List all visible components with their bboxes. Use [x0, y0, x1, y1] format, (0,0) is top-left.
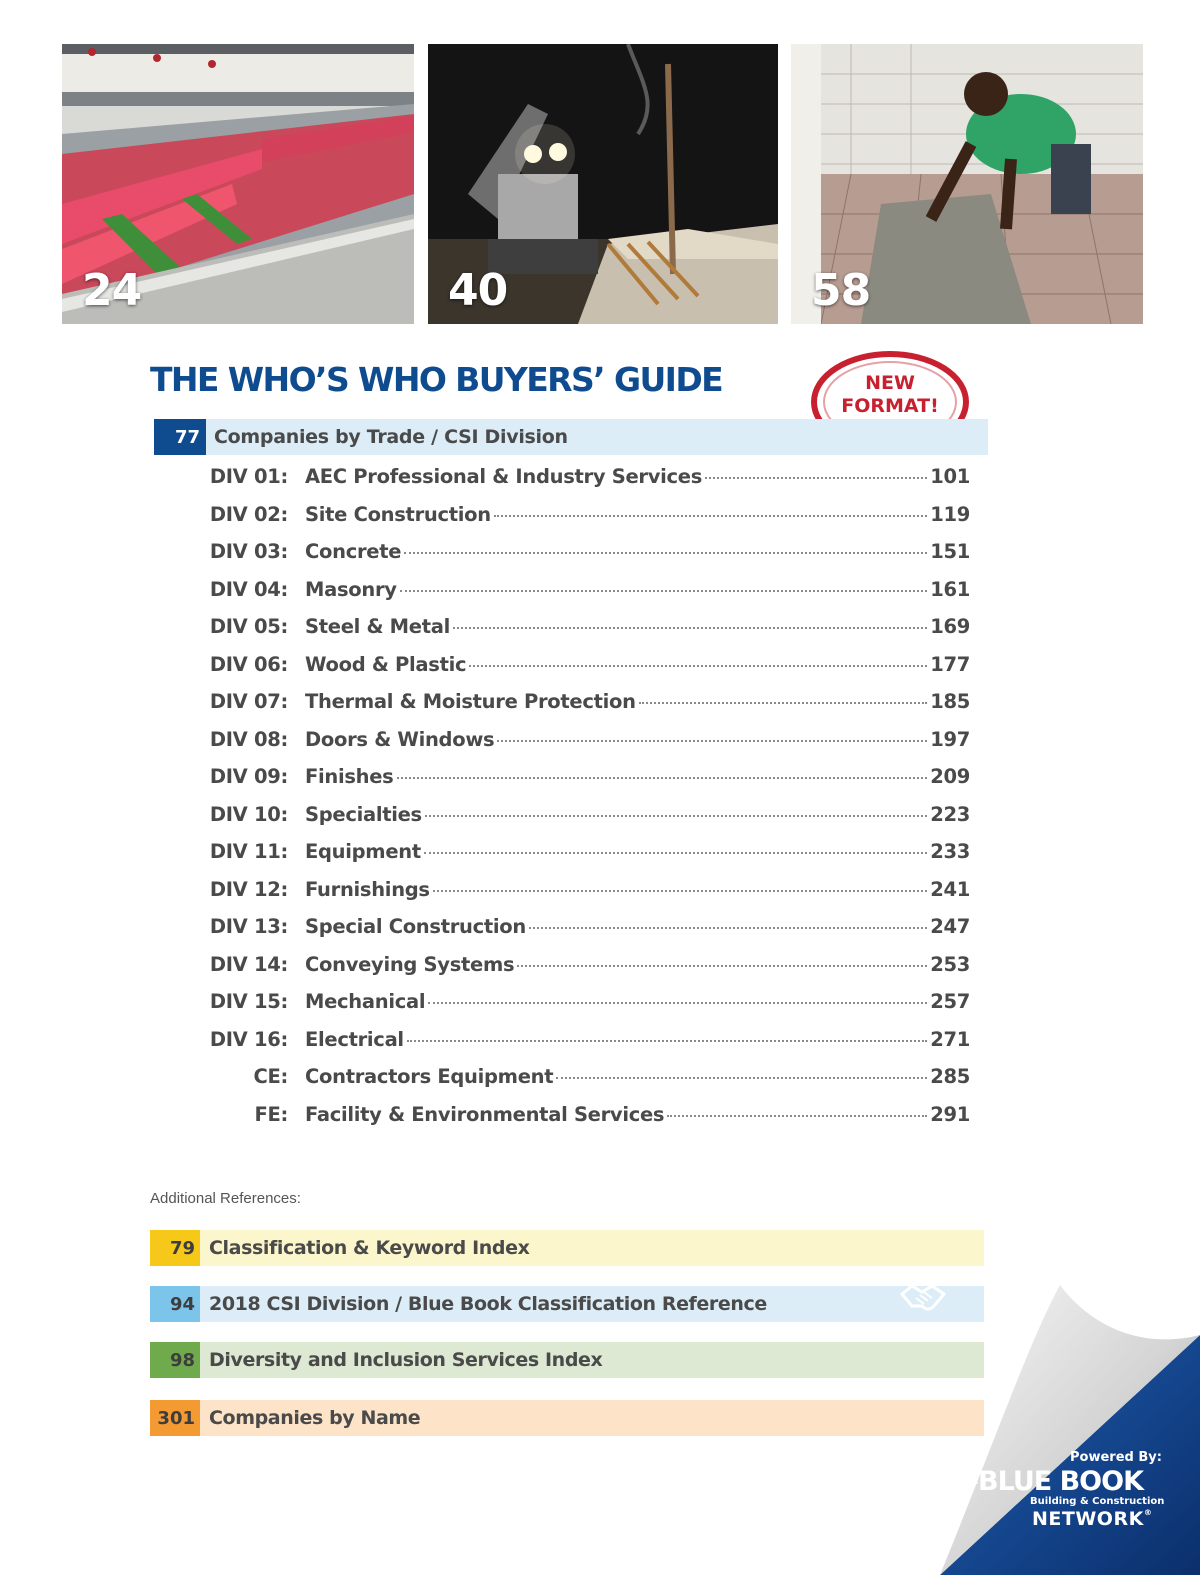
toc-row[interactable] — [150, 653, 970, 691]
toc-title: Concrete — [305, 540, 402, 563]
toc-leader-dots — [424, 851, 927, 854]
badge-text: NEW FORMAT! — [841, 372, 939, 417]
toc-title: Equipment — [305, 840, 421, 863]
toc-page: 101 — [930, 465, 970, 488]
toc-division: DIV 16: — [209, 1027, 288, 1051]
toc-row[interactable] — [150, 803, 970, 841]
toc-leader-dots — [453, 626, 927, 629]
toc-page: 241 — [930, 877, 970, 901]
toc-page: 185 — [930, 690, 970, 713]
toc-row[interactable] — [150, 1065, 970, 1103]
ref-page: 79 — [150, 1230, 200, 1266]
toc-row[interactable] — [150, 915, 970, 953]
toc-title: Doors & Windows — [305, 727, 495, 751]
toc-title: AEC Professional & Industry Services — [305, 465, 703, 488]
ref-diversity-index[interactable] — [150, 1342, 984, 1378]
toc-page: 285 — [930, 1065, 970, 1088]
guide-title: THE WHO’S WHO BUYERS’ GUIDE — [150, 360, 723, 399]
toc-page: 291 — [930, 1102, 970, 1126]
toc-page: 253 — [930, 952, 970, 976]
toc-page: 223 — [930, 802, 970, 826]
toc-title: Finishes — [305, 765, 394, 788]
toc-page: 257 — [930, 990, 970, 1013]
toc-row[interactable] — [150, 990, 970, 1028]
toc-leader-dots — [494, 514, 927, 517]
toc-page: 119 — [930, 502, 970, 526]
toc-division: DIV 02: — [209, 502, 288, 526]
toc-division: DIV 10: — [209, 802, 288, 826]
toc-title: Masonry — [305, 577, 397, 601]
main-section-label: Companies by Trade / CSI Division — [214, 426, 568, 448]
toc-row[interactable] — [150, 615, 970, 653]
photo-meat-display[interactable] — [62, 44, 414, 324]
toc-row[interactable] — [150, 578, 970, 616]
page-curl-icon — [900, 1280, 1200, 1575]
toc-division: DIV 09: — [209, 765, 288, 788]
toc-page: 233 — [930, 840, 970, 863]
photo-strip — [62, 44, 1144, 324]
blue-book-corner[interactable] — [900, 1280, 1200, 1575]
ref-label: Diversity and Inclusion Services Index — [209, 1349, 603, 1371]
toc-leader-dots — [529, 926, 927, 929]
toc-division: DIV 14: — [209, 952, 288, 976]
toc-row[interactable] — [150, 840, 970, 878]
toc-page: 177 — [930, 652, 970, 676]
toc-row[interactable] — [150, 765, 970, 803]
logo-the: THE — [972, 1470, 980, 1486]
toc-title: Site Construction — [305, 502, 491, 526]
toc-title: Conveying Systems — [305, 952, 515, 976]
toc-division: DIV 01: — [209, 465, 288, 488]
toc-leader-dots — [556, 1076, 927, 1079]
toc-division: CE: — [253, 1065, 288, 1088]
toc-leader-dots — [407, 1039, 927, 1042]
toc-division: DIV 15: — [209, 990, 288, 1013]
toc-leader-dots — [517, 964, 927, 967]
toc-division: DIV 06: — [209, 652, 288, 676]
toc-leader-dots — [639, 701, 927, 704]
toc-row[interactable] — [150, 728, 970, 766]
toc-leader-dots — [497, 739, 927, 742]
toc-division: DIV 11: — [209, 840, 288, 863]
toc-division: DIV 13: — [209, 915, 288, 938]
photo-night-rig[interactable] — [428, 44, 778, 324]
toc-row[interactable] — [150, 878, 970, 916]
photo-page-number: 40 — [448, 265, 508, 316]
toc-division: DIV 07: — [209, 690, 288, 713]
toc-page: 169 — [930, 615, 970, 638]
logo-subtitle: Building & Construction — [1030, 1496, 1165, 1507]
toc-row[interactable] — [150, 503, 970, 541]
toc-title: Thermal & Moisture Protection — [305, 690, 636, 713]
toc-title: Facility & Environmental Services — [305, 1102, 665, 1126]
toc-title: Furnishings — [305, 877, 430, 901]
toc-page: 247 — [930, 915, 970, 938]
toc-row[interactable] — [150, 465, 970, 503]
additional-references-label: Additional References: — [150, 1190, 301, 1207]
toc-leader-dots — [397, 776, 928, 779]
ref-csi-classification-reference[interactable] — [150, 1286, 984, 1322]
powered-by-text: Powered By: — [1070, 1450, 1162, 1465]
toc-title: Mechanical — [305, 990, 426, 1013]
toc-title: Steel & Metal — [305, 615, 450, 638]
toc-title: Specialties — [305, 802, 422, 826]
handshake-icon — [900, 1280, 946, 1312]
toc-division: DIV 04: — [209, 577, 288, 601]
toc-division: DIV 08: — [209, 727, 288, 751]
toc-leader-dots — [469, 664, 927, 667]
toc-division: DIV 12: — [209, 877, 288, 901]
logo-network: NETWORK® — [1032, 1508, 1153, 1530]
toc-title: Special Construction — [305, 915, 526, 938]
ref-label: 2018 CSI Division / Blue Book Classification Reference — [209, 1293, 767, 1315]
ref-companies-by-name[interactable] — [150, 1400, 984, 1436]
toc-division: DIV 05: — [209, 615, 288, 638]
toc-leader-dots — [433, 889, 927, 892]
ref-label: Companies by Name — [209, 1407, 421, 1429]
toc-row[interactable] — [150, 540, 970, 578]
toc-leader-dots — [400, 589, 928, 592]
toc-title: Contractors Equipment — [305, 1065, 554, 1088]
toc-page: 197 — [930, 727, 970, 751]
toc-page: 209 — [930, 765, 970, 788]
ref-classification-index[interactable] — [150, 1230, 984, 1266]
toc-row[interactable] — [150, 1028, 970, 1066]
toc-leader-dots — [404, 551, 927, 554]
photo-page-number: 24 — [82, 265, 142, 316]
toc-row[interactable] — [150, 1103, 970, 1141]
ref-label: Classification & Keyword Index — [209, 1237, 530, 1259]
toc-page: 271 — [930, 1027, 970, 1051]
toc-page: 151 — [930, 540, 970, 563]
main-section-page: 77 — [154, 419, 206, 455]
ref-page: 94 — [150, 1286, 200, 1322]
toc-row[interactable] — [150, 953, 970, 991]
ref-page: 301 — [150, 1400, 200, 1436]
toc-row[interactable] — [150, 690, 970, 728]
photo-tile-worker[interactable] — [791, 44, 1143, 324]
toc-leader-dots — [425, 814, 927, 817]
toc-title: Wood & Plastic — [305, 652, 467, 676]
toc-division: DIV 03: — [209, 540, 288, 563]
toc-page: 161 — [930, 577, 970, 601]
toc-leader-dots — [428, 1001, 927, 1004]
toc-leader-dots — [705, 476, 927, 479]
photo-page-number: 58 — [811, 265, 871, 316]
main-section-bar[interactable] — [154, 419, 988, 455]
toc-title: Electrical — [305, 1027, 404, 1051]
toc-leader-dots — [667, 1114, 927, 1117]
toc-division: FE: — [254, 1102, 288, 1126]
ref-page: 98 — [150, 1342, 200, 1378]
logo-name: BLUE BOOK — [978, 1466, 1143, 1497]
